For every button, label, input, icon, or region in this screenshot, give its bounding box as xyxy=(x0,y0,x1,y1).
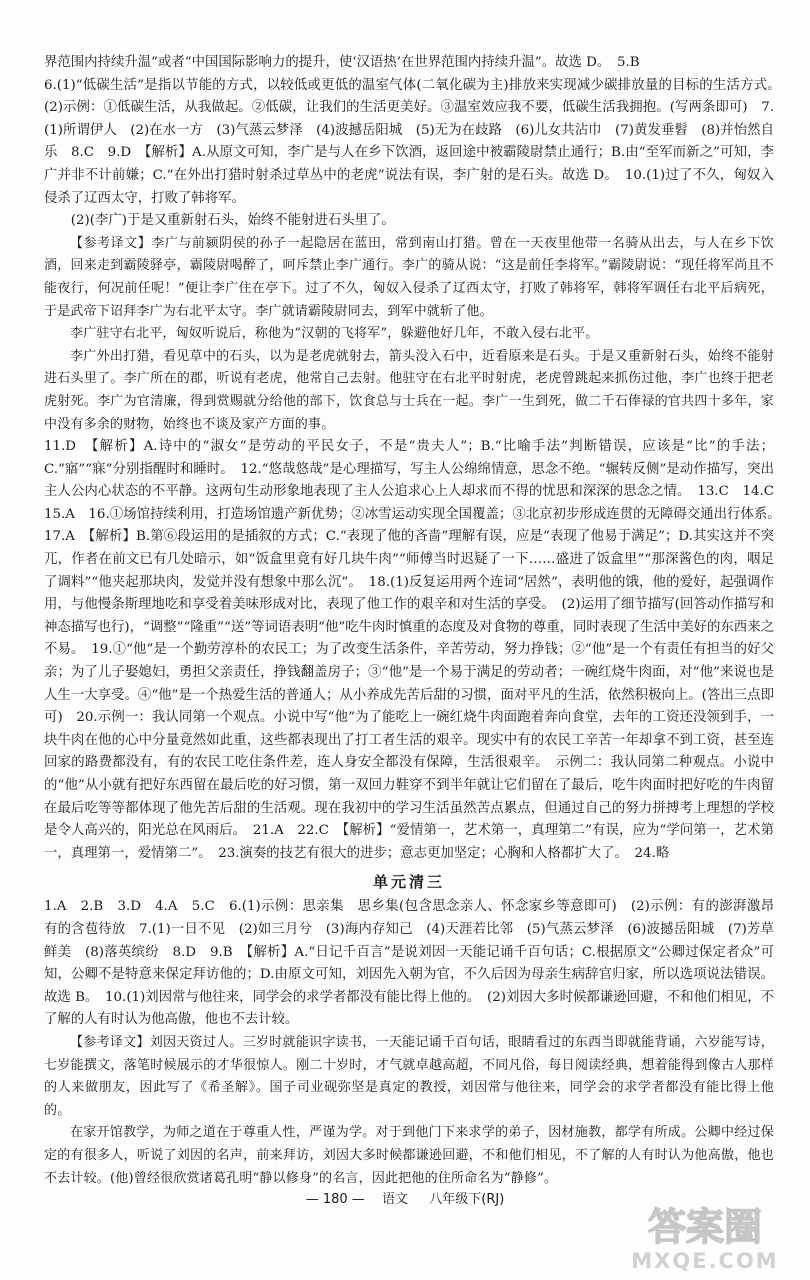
answer-paragraph: 1.A 2.B 3.D 4.A 5.C 6.(1)示例：思亲集 思乡集(包含思念亲人、怀念家乡等意即可) (2)示例：有的澎湃激昂 有的含苞待放 7.(1)一日不见 (2)如三月兮 (3)海内存知己 (4)天涯若比邻 (5)气蒸云梦泽 (6)波撼岳阳城 (7)芳草鲜美 (8)落英缤纷 8.D 9.B 【解析】A.“日记千百言”是说刘因一天能记诵千百句话；C.根据原文“公卿过保定者众”可知，公卿不是特意来保定拜访他的；D.由原文可知，刘因先入朝为官，不久后因为母亲生病辞官归家，所以选项说法错误。故选 B。 10.(1)刘因常与他往来，同学会的求学者都没有能比得上他的。 (2)刘因大多时候都谦逊回避，不和他们相见，不了解的人有时认为他高傲，他也不去计较。 xyxy=(44,899,788,1028)
answer-block-unit-three xyxy=(44,896,788,1190)
watermark-url: MXQE.COM xyxy=(631,1249,779,1273)
answer-paragraph: 6.(1)“低碳生活”是指以节能的方式，以较低或更低的温室气体(二氧化碳为主)排放来实现减少碳排放量的目标的生活方式。 (2)示例：①低碳生活，从我做起。②低碳，让我们的生活更美好。③温室效应我不要，低碳生活我拥抱。(写两条即可) 7.(1)所谓伊人 (2)在水一方 (3)气蒸云梦泽 (4)波撼岳阳城 (5)无为在歧路 (6)儿女共沾巾 (7)黄发垂髫 (8)并怡然自乐 8.C 9.D 【解析】A.从原文可知，李广是与人在乡下饮酒，返回途中被霸陵尉禁止通行；B.由“至军而新之”可知，李广并非不计前嫌；C.“在外出打猎时射杀过草丛中的老虎”说法有误，李广射的是石头。故选 D。 10.(1)过了不久，匈奴入侵杀了辽西太守，打败了韩将军。 xyxy=(44,77,788,206)
answer-paragraph: 11.D 【解析】A.诗中的“淑女”是劳动的平民女子，不是“贵夫人”；B.“比喻手法”判断错误，应该是“比”的手法；C.“寤”“寐”分别指醒时和睡时。 12.“悠哉悠哉”是心理描写，写主人公绵绵情意，思念不绝。“辗转反侧”是动作描写，突出主人公内心状态的不平静。这两句生动形象地表现了主人公追求心上人却求而不得的忧思和深深的思念之情。 13.C 14.C 15.A 16.①场馆持续利用，打造场馆遗产新优势；②冰雪运动实现全国覆盖；③北京初步形成连贯的无障碍交通出行体系。 17.A 【解析】B.第⑥段运用的是插叙的方式；C.“表现了他的吝啬”理解有误，应是“表现了他易于满足”；D.其实这并不突兀，作者在前文已有几处暗示，如“饭盒里竟有好几块牛肉”“师傅当时迟疑了一下……盛进了饭盒里”“那深酱色的肉，咽足了调料”“他夹起那块肉，发觉并没有想象中那么沉”。 18.(1)反复运用两个连词“居然”，表明他的饿，他的爱好，起强调作用，与他慢条斯理地吃和享受着美味形成对比，表现了他工作的艰辛和对生活的享受。 (2)运用了细节描写(回答动作描写和神态描写也行)，“调整”“隆重”“送”等词语表明“他”吃牛肉时慎重的态度及对食物的尊重，同时表现了生活中美好的东西来之不易。 19.①“他”是一个勤劳淳朴的农民工；为了改变生活条件，辛苦劳动，努力挣钱；②“他”是一个有责任有担当的好父亲；为了儿子娶媳妇，勇担父亲责任，挣钱翻盖房子；③“他”是一个易于满足的劳动者；一碗红烧牛肉面，对“他”来说也是人生一大享受。④“他”是一个热爱生活的普通人；从小养成先苦后甜的习惯，面对平凡的生活，依然积极向上。(答出三点即可) 20.示例一：我认同第一个观点。小说中写“他”为了能吃上一碗红烧牛肉面跑着奔向食堂，去年的工资还没领到手，一块牛肉在他的心中分量竟然如此重，这些都表现出了打工者生活的艰辛。现实中有的农民工辛苦一年却拿不到工资，甚至连回家的路费都没有，有的农民工吃住条件差，连人身安全都没有保障，生活很艰辛。 示例二：我认同第二种观点。小说中的“他”从小就有把好东西留在最后吃的好习惯，第一双回力鞋穿不到半年就让它们留在了最后，吃牛肉面时把好吃的牛肉留在最后吃等等都体现了他先苦后甜的生活观。现在我初中的学习生活虽然苦点累点，但通过自己的努力拼搏考上理想的学校是令人高兴的，阳光总在风雨后。 21.A 22.C 【解析】“爱情第一，艺术第一，真理第二”有误，应为“学问第一，艺术第一，真理第一，爱情第二”。 23.演奏的技艺有很大的进步；意志更加坚定；心胸和人格都扩大了。 24.略 xyxy=(44,439,788,861)
footer-subject: 语文 xyxy=(381,1192,408,1207)
page-number: 180 xyxy=(322,1192,348,1207)
answer-paragraph: 【参考译文】刘因天资过人。三岁时就能识字读书，一天能记诵千百句话，眼睛看过的东西当即就能背诵，六岁能写诗，七岁能撰文，落笔时候展示的才华很惊人。刚二十岁时，才气就卓越高超，不同凡俗，每日阅读经典，想着能得到像古人那样的人来做朋友，因此写了《希圣解》。国子司业砚弥坚是真定的教授，刘因常与他往来，同学会的求学者都没有能比得上他的。 xyxy=(44,1034,774,1118)
answer-paragraph: 李广外出打猎，看见草中的石头，以为是老虎就射去，箭头没入石中，近看原来是石头。于是又重新射石头，始终不能射进石头里了。李广所在的郡，听说有老虎，他常自己去射。他驻守在右北平时射虎，老虎曾跳起来抓伤过他，李广也终于把老虎射死。李广为官清廉，得到赏赐就分给他的部下，饮食总与士兵在一起。李广一生到死，做二千石俸禄的官共四十多年，家中没有多余的财物，始终也不谈及家产方面的事。 xyxy=(44,348,774,432)
footer-grade: 八年级下(RJ) xyxy=(429,1192,505,1207)
answer-page xyxy=(44,52,788,1190)
answer-paragraph: 界范围内持续升温”或者“中国国际影响力的提升，使‘汉语热’在世界范围内持续升温”。故选 D。 5.B xyxy=(44,55,640,70)
answer-block-previous xyxy=(44,52,788,865)
section-title: 单元清三 xyxy=(372,873,445,892)
answer-paragraph: 在家开馆教学，为师之道在于尊重人性，严谨为学。对于到他门下来求学的弟子，因材施教，都学有所成。公卿中经过保定的有很多人，听说了刘因的名声，前来拜访，刘因大多时候都谦逊回避，不和他们相见，不了解的人有时认为他高傲，他也不去计较。(他)曾经很欣赏诸葛孔明“静以修身”的名言，因此把他的住所命名为“静修”。 xyxy=(44,1125,774,1186)
site-watermark xyxy=(612,1198,798,1274)
answer-paragraph: 【参考译文】李广与前颍阴侯的孙子一起隐居在蓝田，常到南山打猎。曾在一天夜里他带一名骑从出去，与人在乡下饮酒，回来走到霸陵驿亭，霸陵尉喝醉了，呵斥禁止李广通行。李广的骑从说：“这是前任李将军。”霸陵尉说：“现任将军尚且不能夜行，何况前任呢！”便让李广住在亭下。过了不久，匈奴入侵杀了辽西太守，打败了韩将军，韩将军调任右北平后病死，于是武帝下诏拜李广为右北平太守。李广就请霸陵尉同去，到军中就斩了他。 xyxy=(44,235,774,319)
answer-paragraph: 李广驻守右北平，匈奴听说后，称他为“汉朝的飞将军”，躲避他好几年，不敢入侵右北平。 xyxy=(70,326,599,342)
page-footer: — 180 — 语文 八年级下(RJ) xyxy=(305,1192,505,1207)
watermark-logo-text: 答案圈 xyxy=(647,1205,763,1249)
answer-paragraph: (2)(李广)于是又重新射石头，始终不能射进石头里了。 xyxy=(70,213,395,229)
